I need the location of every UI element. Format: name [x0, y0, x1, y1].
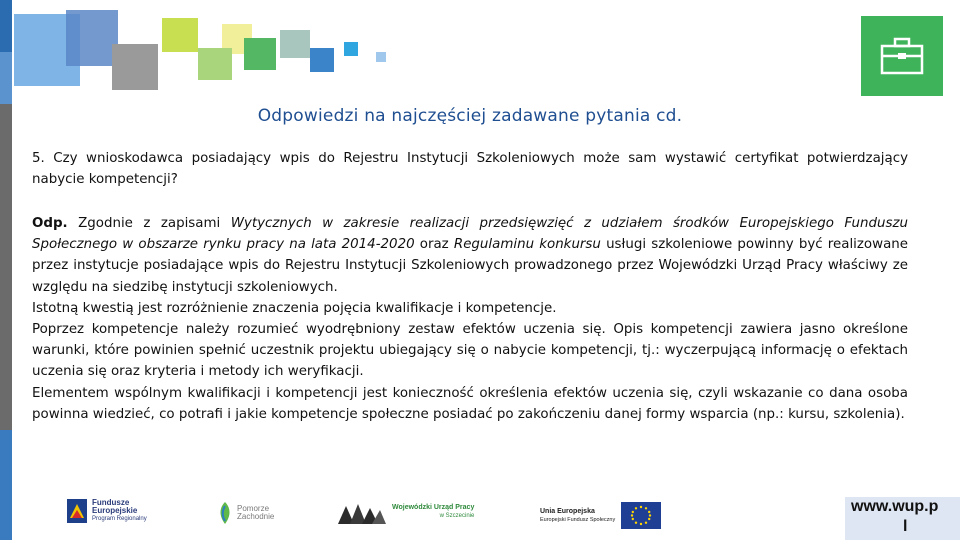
left-edge-bar-mid — [0, 52, 12, 104]
website-url-line2: l — [903, 518, 908, 535]
answer-block — [32, 213, 908, 425]
answer-p1-part2: oraz — [414, 237, 454, 253]
pomorze-zachodnie-logo — [216, 500, 274, 526]
wup-szczecin-logo — [336, 498, 474, 526]
fe-star-icon — [66, 496, 88, 526]
website-url[interactable] — [845, 497, 960, 540]
ue-logo-line2: Europejski Fundusz Społeczny — [540, 516, 616, 523]
answer-paragraph-2: Istotną kwestią jest rozróżnienie znaczenia pojęcia kwalifikacje i kompetencje. — [32, 300, 557, 316]
deco-square-lime — [162, 18, 198, 52]
fe-logo-line3: Program Regionalny — [92, 516, 147, 522]
answer-paragraph-1 — [32, 213, 908, 298]
left-edge-bar-top — [0, 0, 12, 52]
pz-logo-line1: Pomorze — [237, 504, 270, 513]
deco-square-gray — [112, 44, 158, 90]
answer-p1-italic2: Regulaminu konkursu — [453, 237, 601, 253]
deco-square-green — [244, 38, 276, 70]
pz-logo-line2: Zachodnie — [237, 512, 275, 521]
deco-square-lightgreen — [198, 48, 232, 80]
ue-logo-line1: Unia Europejska — [540, 507, 595, 515]
briefcase-tile — [861, 16, 943, 96]
answer-lead: Odp. — [32, 216, 68, 231]
question-text: 5. Czy wnioskodawca posiadający wpis do Rejestru Instytucji Szkoleniowych może sam wystawić certyfikat potwierdzający nabycie kompetencji? — [32, 151, 908, 187]
deco-square-small-cyan — [344, 42, 358, 56]
pomorze-leaf-icon — [216, 500, 234, 526]
wup-logo-line1: Wojewódzki Urząd Pracy — [392, 504, 475, 511]
footer-logos — [0, 490, 960, 540]
deco-square-mid-blue — [310, 48, 334, 72]
website-url-line1: www.wup.p — [851, 498, 939, 515]
fundusze-europejskie-logo — [66, 496, 147, 526]
fe-logo-line2: Europejskie — [92, 506, 138, 515]
wup-blocks-icon — [336, 498, 388, 526]
fe-logo-line1: Fundusze — [92, 498, 130, 507]
deco-square-paleblue — [280, 30, 310, 58]
unia-europejska-logo — [540, 502, 661, 529]
deco-square-blue — [66, 10, 118, 66]
answer-p1-part3: usługi szkoleniowe powinny być realizowane przez instytucje posiadające wpis do Rejestru Instytucji Szkoleniowych prowadzonego przez Wojewódzki Urząd Pracy właściwy ze względu na siedzibę instytucji szkoleniowych. — [32, 237, 908, 295]
deco-square-tiny — [376, 52, 386, 62]
answer-p1-part1: Zgodnie z zapisami — [67, 216, 231, 231]
eu-flag-icon — [621, 502, 661, 529]
answer-paragraph-4: Elementem wspólnym kwalifikacji i kompetencji jest konieczność określenia efektów uczenia się, czyli wskazanie co dana osoba powinna wiedzieć, co potrafi i jakie kompetencje społeczne posiadać po zakończeniu danej formy wsparcia (np.: kursu, szkolenia). — [32, 385, 908, 422]
page-title: Odpowiedzi na najczęściej zadawane pytania cd. — [257, 106, 683, 126]
answer-paragraph-3: Poprzez kompetencje należy rozumieć wyodrębniony zestaw efektów uczenia się. Opis kompetencji zawiera jasno określone warunki, które powinien spełnić uczestnik projektu ubiegający się o nabycie kompetencji, tj.: wyczerpującą informację o efektach uczenia się oraz kryteria i metody ich weryfikacji. — [32, 322, 908, 380]
answer-p1-italic1: Wytycznych w zakresie realizacji przedsięwzięć z udziałem środków Europejskiego Funduszu Społecznego w obszarze rynku pracy na lata 2014-2020 — [32, 216, 908, 253]
briefcase-icon — [879, 36, 925, 76]
wup-logo-line2: w Szczecinie — [439, 513, 475, 519]
